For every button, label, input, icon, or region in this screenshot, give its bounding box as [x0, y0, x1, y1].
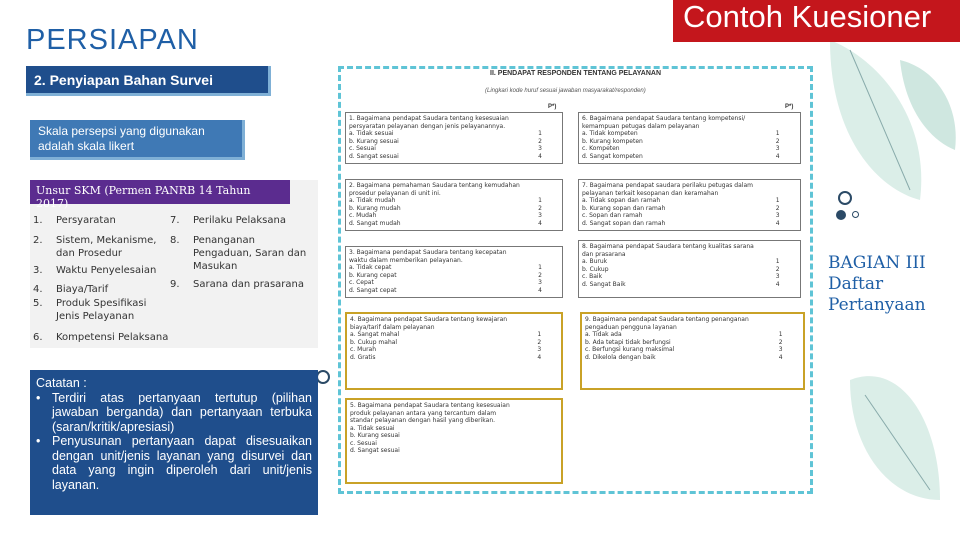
option-score: 3 [775, 212, 780, 219]
skm-item-label: Kompetensi Pelaksana [56, 332, 169, 343]
option-score: 1 [775, 258, 780, 265]
document-title: II. PENDAPAT RESPONDEN TENTANG PELAYANAN [490, 70, 662, 77]
option-score: 1 [775, 197, 780, 204]
scale-note: Skala persepsi yang digunakan adalah skala likert [30, 120, 245, 160]
skm-item-number: 6. [33, 332, 43, 343]
option-score: 1 [537, 331, 542, 338]
option-score: 4 [775, 219, 780, 227]
skm-item-label: Sarana dan prasarana [193, 279, 304, 290]
option-score: 2 [538, 137, 542, 145]
option-score: 1 [775, 130, 780, 137]
option-label: b. Kurang cepat [349, 271, 397, 279]
notes-bullet: • Penyusunan pertanyaan dapat disesuaikan dengan unit/jenis layanan yang disurvei dan data yang ingin diperoleh dari unit/jenis layanan. [36, 434, 312, 492]
option-label: d. Sangat Baik [582, 280, 626, 288]
option-label: d. Sangat sesuai [349, 152, 399, 160]
option-score: 3 [538, 212, 542, 219]
option-label: c. Berfungsi kurang maksimal [585, 346, 675, 353]
circle-filled-icon [836, 210, 846, 220]
skm-item-number: 5. [33, 298, 43, 309]
option-label: b. Cukup [582, 265, 609, 273]
option-score: 2 [778, 338, 783, 346]
question-text: 5. Bagaimana pendapat Saudara tentang kesesuaian produk pelayanan antara yang tercantum dalam standar pelayanan dengan hasil yang diberikan. [350, 402, 510, 424]
option-score: 3 [538, 279, 542, 286]
option-score: 3 [778, 346, 783, 353]
option-label: c. Mudah [349, 212, 377, 219]
skm-item-label: Waktu Penyelesaian [56, 265, 157, 276]
option-score: 3 [537, 346, 542, 353]
question-text: 7. Bagaimana pendapat saudara perilaku petugas dalam pelayanan terkait kesopanan dan keramahan [582, 182, 753, 197]
section-subtitle: 2. Penyiapan Bahan Survei [26, 66, 271, 96]
option-score: 2 [775, 204, 780, 212]
option-score: 1 [538, 130, 542, 137]
option-label: d. Sangat sopan dan ramah [582, 219, 666, 227]
option-label: a. Sangat mahal [350, 331, 400, 338]
skm-item-label: Sistem, Mekanisme, dan Prosedur [56, 235, 157, 259]
question-box [345, 398, 563, 484]
circle-small-icon [852, 211, 859, 218]
skm-item-label: Perilaku Pelaksana [193, 215, 286, 226]
option-score: 4 [537, 353, 542, 361]
question-box [345, 179, 563, 231]
option-score: 4 [538, 219, 542, 227]
option-label: d. Dikelola dengan baik [585, 353, 656, 361]
option-label: c. Sesuai [350, 439, 377, 447]
option-score: 2 [775, 265, 780, 273]
circle-outline-icon [316, 370, 330, 384]
option-label: c. Baik [582, 273, 603, 280]
option-score: 4 [775, 152, 780, 160]
option-score: 4 [778, 353, 783, 361]
skm-item-number: 9. [170, 279, 180, 290]
option-label: a. Tidak sesuai [349, 130, 394, 137]
question-box [578, 112, 801, 164]
skm-item-number: 3. [33, 265, 43, 276]
option-label: c. Murah [350, 346, 377, 353]
question-text: 4. Bagaimana pendapat Saudara tentang kewajaran biaya/tarif dalam pelayanan [350, 316, 508, 331]
option-label: c. Sopan dan ramah [582, 212, 643, 219]
option-label: a. Tidak cepat [349, 264, 392, 271]
option-label: b. Kurang sopan dan ramah [582, 204, 666, 212]
option-label: d. Sangat sesuai [350, 447, 400, 454]
notes-heading: Catatan : [36, 376, 87, 390]
option-label: d. Gratis [350, 353, 376, 361]
notes-bullet: • Terdiri atas pertanyaan tertutup (pilihan jawaban berganda) dan pertanyaan terbuka (saran/kritik/apresiasi) [36, 390, 312, 434]
question-text: 1. Bagaimana pendapat Saudara tentang kesesuaian persyaratan pelayanan dengan jenis pelayanannya. [349, 115, 509, 130]
example-badge: Contoh Kuesioner [673, 0, 960, 42]
option-score: 1 [538, 197, 542, 204]
option-score: 2 [775, 137, 780, 145]
option-score: 4 [775, 280, 780, 288]
section-label-bagian-iii: BAGIAN III Daftar Pertanyaan [828, 253, 926, 315]
question-box [345, 312, 563, 390]
option-label: d. Sangat mudah [349, 219, 401, 227]
option-label: a. Tidak mudah [349, 197, 396, 204]
option-score: 2 [537, 338, 542, 346]
skm-header: Unsur SKM (Permen PANRB 14 Tahun 2017) [30, 180, 290, 204]
skm-panel [30, 180, 318, 348]
option-score: 3 [775, 145, 780, 152]
skm-item-number: 1. [33, 215, 43, 226]
notes-bullet-text: Penyusunan pertanyaan dapat disesuaikan dengan unit/jenis layanan yang disurvei dan data yang ingin diperoleh dari unit/jenis layanan. [52, 434, 312, 492]
points-header: P*) [548, 104, 557, 110]
option-score: 1 [538, 264, 542, 271]
option-score: 4 [538, 152, 542, 160]
skm-item-label: Produk Spesifikasi Jenis Pelayanan [56, 298, 147, 322]
question-box [345, 112, 563, 164]
option-label: b. Kurang sesuai [350, 432, 400, 439]
option-label: c. Kompeten [582, 145, 620, 152]
skm-item-label: Persyaratan [56, 215, 116, 226]
option-label: a. Tidak sopan dan ramah [582, 197, 661, 204]
option-label: c. Sesuai [349, 145, 376, 152]
option-label: c. Cepat [349, 279, 374, 286]
option-score: 3 [538, 145, 542, 152]
circle-outline-icon [838, 191, 852, 205]
points-header: P*) [785, 104, 794, 110]
question-text: 2. Bagaimana pemahaman Saudara tentang kemudahan prosedur pelayanan di unit ini. [349, 182, 520, 197]
notes-bullet-text: Terdiri atas pertanyaan tertutup (pilihan jawaban berganda) dan pertanyaan terbuka (saran/kritik/apresiasi) [52, 390, 312, 434]
question-box [580, 312, 805, 390]
document-instruction: (Lingkari kode huruf sesuai jawaban masyarakat/responden) [485, 88, 646, 94]
option-score: 1 [778, 331, 783, 338]
question-box [345, 246, 563, 298]
question-text: 3. Bagaimana pendapat Saudara tentang kecepatan waktu dalam memberikan pelayanan. [349, 249, 507, 264]
option-label: b. Kurang kompeten [582, 137, 643, 145]
question-box [578, 179, 801, 231]
skm-item-label: Biaya/Tarif [56, 284, 109, 295]
question-text: 9. Bagaimana pendapat Saudara tentang penanganan pengaduan pengguna layanan [585, 316, 749, 331]
option-label: a. Buruk [582, 258, 608, 265]
skm-item-number: 8. [170, 235, 180, 246]
question-text: 6. Bagaimana pendapat Saudara tentang kompetensi/ kemampuan petugas dalam pelayanan [582, 115, 746, 130]
option-label: a. Tidak sesuai [350, 424, 395, 432]
option-score: 2 [538, 271, 542, 279]
option-label: b. Cukup mahal [350, 338, 398, 346]
question-text: 8. Bagaimana pendapat Saudara tentang kualitas sarana dan prasarana [582, 243, 754, 258]
option-label: b. Kurang sesuai [349, 137, 399, 145]
option-label: d. Sangat cepat [349, 286, 397, 294]
skm-item-label: Penanganan Pengaduan, Saran dan Masukan [193, 235, 307, 272]
option-score: 4 [538, 286, 542, 294]
question-box [578, 240, 801, 298]
skm-item-number: 4. [33, 284, 43, 295]
option-label: d. Sangat kompeten [582, 152, 643, 160]
option-label: a. Tidak kompeten [582, 130, 638, 137]
skm-item-number: 2. [33, 235, 43, 246]
option-label: b. Kurang mudah [349, 204, 401, 212]
option-label: b. Ada tetapi tidak berfungsi [585, 338, 671, 346]
option-label: a. Tidak ada [585, 331, 622, 338]
option-score: 2 [538, 204, 542, 212]
skm-item-number: 7. [170, 215, 180, 226]
notes-box [30, 370, 318, 515]
page-title: PERSIAPAN [26, 24, 199, 56]
option-score: 3 [775, 273, 780, 280]
